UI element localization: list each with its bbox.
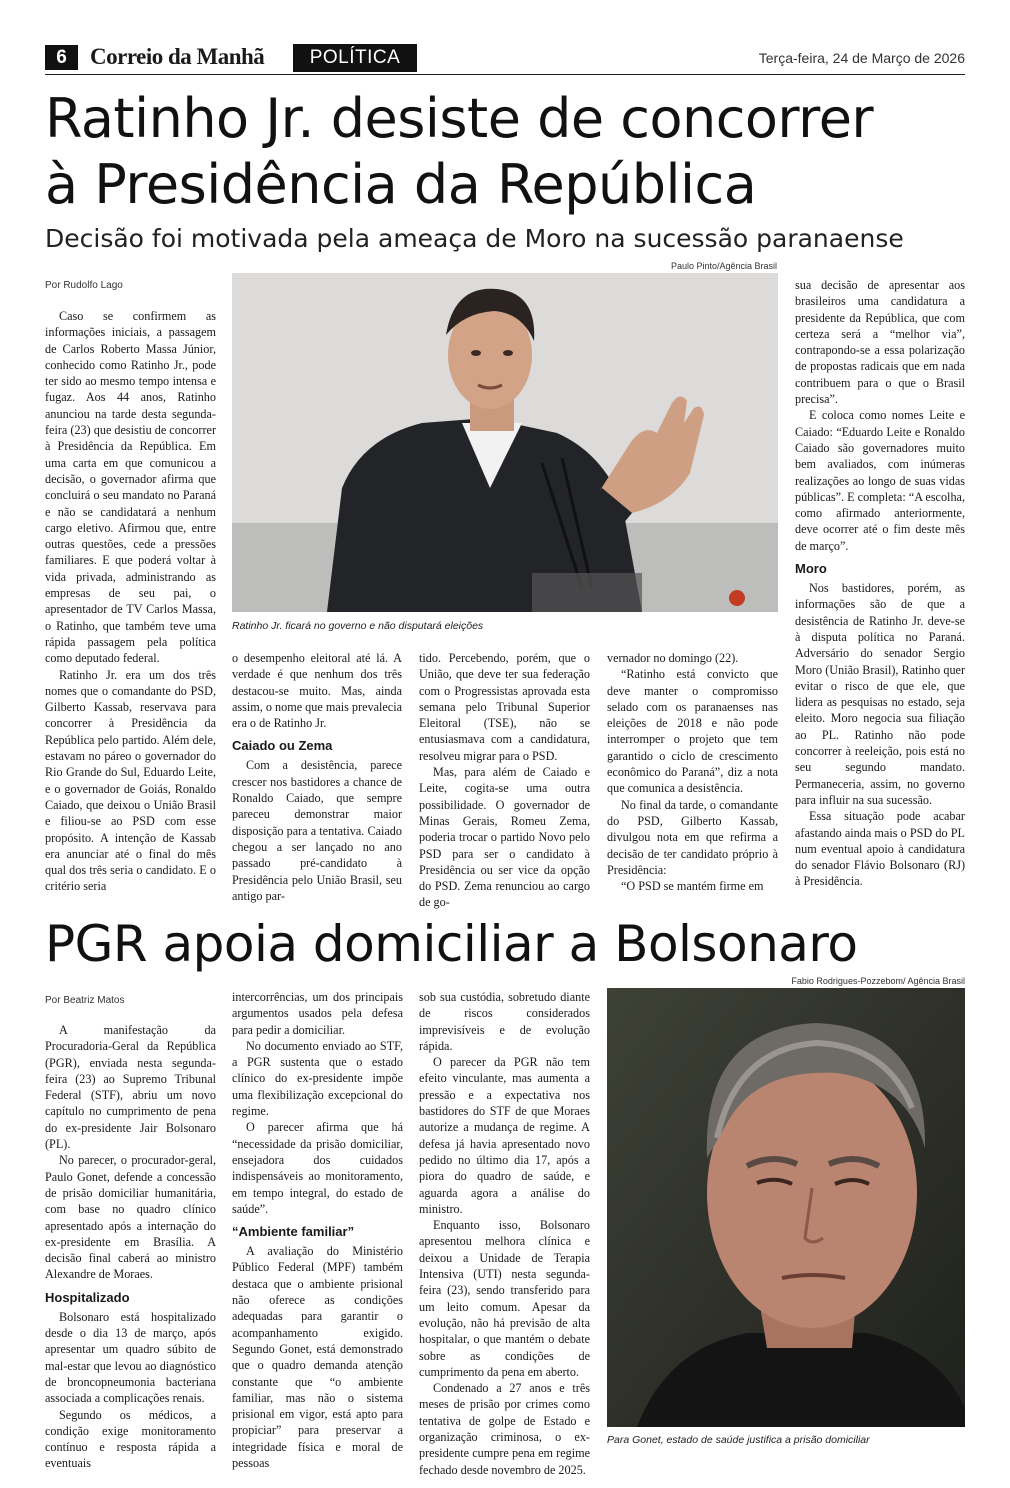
paragraph: Condenado a 27 anos e três meses de prisão por crimes como tentativa de golpe de Estado e organização criminosa, o ex-presidente cumpre pena em regime fechado desde novembro de 2025. bbox=[419, 1381, 590, 1477]
paragraph: sua decisão de apresentar aos brasileiros uma candidatura a presidente da República, que com certeza será a “melhor via”, contrapondo-se a essa polarização de propostas radicais que em nada contribuem para o que o Brasil precisa”. bbox=[795, 278, 965, 407]
article2-photo-caption: Para Gonet, estado de saúde justifica a prisão domiciliar bbox=[607, 1434, 870, 1446]
paragraph: sob sua custódia, sobretudo diante de riscos considerados imprevisíveis e de evolução rápida. bbox=[419, 990, 590, 1053]
paragraph: E coloca como nomes Leite e Caiado: “Eduardo Leite e Ronaldo Caiado são governadores muito bem avaliados, com inúmeras realizações ao longo de suas vidas públicas”. E completa: “A escolha, como afirmado anteriormente, deve ocorrer até o fim deste mês de março”. bbox=[795, 408, 965, 553]
article1-headline-line1: Ratinho Jr. desiste de concorrer bbox=[45, 87, 874, 150]
article1-photo-credit: Paulo Pinto/Agência Brasil bbox=[670, 261, 777, 271]
page-number: 6 bbox=[45, 45, 78, 70]
article1-subheadline: Decisão foi motivada pela ameaça de Moro na sucessão paranaense bbox=[45, 224, 904, 253]
article1-column-3 bbox=[419, 650, 590, 911]
paragraph: Nos bastidores, porém, as informações são de que a desistência de Ratinho Jr. deve-se à disputa política no Paraná. Adversário do senador Sergio Moro (União Brasil), Ratinho quer evitar o risco de que ele, que lidera as pesquisas no estado, seja eleito. Moro negocia sua filiação ao PL. Ratinho não pode concorrer à reeleição, pois está no seu segundo mandato. Permaneceria, assim, no governo para influir na sua sucessão. bbox=[795, 581, 965, 807]
section-label: POLÍTICA bbox=[293, 44, 417, 72]
paragraph: “O PSD se mantém firme em bbox=[621, 879, 764, 894]
article2-column-3 bbox=[419, 989, 590, 1478]
paragraph: Ratinho Jr. era um dos três nomes que o comandante do PSD, Gilberto Kassab, reservava para concorrer à Presidência da República pelo partido. Além dele, estavam no páreo o governador do Rio Grande do Sul, Eduardo Leite, e o governador de Goiás, Ronaldo Caiado, que deixou o União Brasil e filiou-se ao PSD com esse propósito. A intenção de Kassab era anunciar até o final do mês qual dos três seria o candidato. E o critério seria bbox=[45, 667, 216, 894]
paragraph: vernador no domingo (22). bbox=[607, 651, 739, 665]
article1-headline bbox=[45, 86, 975, 218]
paragraph: Enquanto isso, Bolsonaro apresentou melhora clínica e deixou a Unidade de Terapia Intensiva (UTI) nesta segunda-feira (23), sendo transferido para um leito comum. Apesar da evolução, não há previsão de alta hospitalar, o que mantém o debate sobre as condições de cumprimento da pena em aberto. bbox=[419, 1218, 590, 1379]
paragraph: Bolsonaro está hospitalizado desde o dia 13 de março, após apresentar um quadro súbito de mal-estar que levou ao diagnóstico de broncopneumonia bacteriana associada a complicações renais. bbox=[45, 1309, 216, 1406]
paragraph: No final da tarde, o comandante do PSD, Gilberto Kassab, divulgou nota em que refirma a decisão de ter candidato próprio à Presidência: bbox=[607, 797, 778, 877]
article1-photo-caption: Ratinho Jr. ficará no governo e não disputará eleições bbox=[232, 620, 484, 632]
paragraph: O parecer afirma que há “necessidade da prisão domiciliar, ensejadora dos cuidados indispensáveis ao monitoramento, em tempo integral, do estado de saúde”. bbox=[232, 1120, 403, 1216]
issue-date: Terça-feira, 24 de Março de 2026 bbox=[758, 50, 965, 66]
paragraph: A manifestação da Procuradoria-Geral da República (PGR), enviada nesta segunda-feira (23) ao Supremo Tribunal Federal (STF), abriu um novo capítulo no cumprimento de pena do ex-presidente Jair Bolsonaro (PL). bbox=[45, 1023, 216, 1152]
paragraph: “Ratinho está convicto que deve manter o compromisso selado com os paranaenses nas eleições de 2018 e não pode interromper o projeto que tem garantido o ciclo de crescimento econômico do Paraná”, diz a nota que comunica a desistência. bbox=[607, 667, 778, 796]
article2-byline: Por Beatriz Matos bbox=[45, 995, 125, 1006]
subheading-ambiente-familiar: “Ambiente familiar” bbox=[232, 1224, 355, 1240]
paragraph: Com a desistência, parece crescer nos bastidores a chance de Ronaldo Caiado, que sempre pareceu demonstrar maior disposição para a tentativa. Caiado chegou a ser lançado no ano passado pré-candidato à Presidência pelo União Brasil, seu antigo par- bbox=[232, 758, 402, 903]
article1-column-5 bbox=[795, 277, 965, 890]
article1-column-1 bbox=[45, 308, 216, 895]
portrait-illustration bbox=[607, 988, 965, 1427]
article1-column-2 bbox=[232, 650, 402, 904]
article2-column-2 bbox=[232, 989, 403, 1471]
paragraph: O parecer da PGR não tem efeito vinculante, mas aumenta a pressão e a expectativa nos bastidores do STF de que Moraes autorize a mudança de regime. A defesa já havia apresentado novo pedido no último dia 17, após a piora do quadro de saúde, e aguarda agora a análise do ministro. bbox=[419, 1055, 590, 1216]
subheading-caiado-ou-zema: Caiado ou Zema bbox=[232, 738, 333, 754]
newspaper-brand: Correio da Manhã bbox=[90, 44, 265, 69]
paragraph: Caso se confirmem as informações iniciais, a passagem de Carlos Roberto Massa Júnior, conhecido como Ratinho Jr., pode ter sido ao mesmo tempo intensa e fugaz. Aos 44 anos, Ratinho anunciou na tarde desta segunda-feira (23) que desistiu de concorrer à Presidência da República. Em uma carta em que comunicou a decisão, o governador afirma que concluirá o seu mandato no Paraná e não se candidatará a nenhum cargo eletivo. Afirmou que, entre outras questões, cede a pressões familiares. E que poderá voltar à vida privada, administrando as empresas de seu pai, o apresentador de TV Carlos Massa, o Ratinho, que também teve uma rápida passagem pela política como deputado federal. bbox=[45, 309, 216, 666]
article1-photo bbox=[232, 273, 778, 612]
paragraph: intercorrências, um dos principais argumentos usados pela defesa para pedir a domiciliar. bbox=[232, 990, 403, 1037]
paragraph: Essa situação pode acabar afastando ainda mais o PSD do PL num eventual apoio à candidatura do senador Flávio Bolsonaro (RJ) à Presidência. bbox=[795, 809, 965, 889]
subheading-moro: Moro bbox=[795, 561, 827, 577]
paragraph: Mas, para além de Caiado e Leite, cogita-se uma outra possibilidade. O governador de Minas Gerais, Romeu Zema, poderia trocar o partido Novo pelo PSD para ser o candidato à Presidência ou ser vice da opção do PSD. Zema renunciou ao cargo de go- bbox=[419, 765, 590, 910]
header-rule bbox=[45, 74, 965, 75]
article1-headline-line2: à Presidência da República bbox=[45, 153, 757, 216]
paragraph: o desempenho eleitoral até lá. A verdade é que nenhum dos três destacou-se muito. Mas, ainda assim, o nome que mais prevalecia era o de Ratinho Jr. bbox=[232, 651, 402, 731]
article2-column-1 bbox=[45, 1022, 216, 1472]
speaker-illustration bbox=[232, 273, 778, 612]
article1-byline: Por Rudolfo Lago bbox=[45, 280, 123, 291]
paragraph: Segundo os médicos, a condição exige monitoramento contínuo e resposta rápida a eventuais bbox=[45, 1407, 216, 1471]
paragraph: A avaliação do Ministério Público Federal (MPF) também destaca que o ambiente prisional não oferece as condições adequadas para garantir o acompanhamento exigido. Segundo Gonet, está demonstrado que o quadro demanda atenção constante que “o ambiente familiar, mas não o sistema prisional em vigor, está apto para propiciar” para preservar a integridade física e moral de pessoas bbox=[232, 1244, 403, 1471]
article2-headline: PGR apoia domiciliar a Bolsonaro bbox=[45, 915, 858, 973]
paragraph: tido. Percebendo, porém, que o União, que deve ter sua federação com o Progressistas aprovada esta semana pelo Tribunal Superior Eleitoral (TSE), não se entusiasmava com a candidatura, resolveu migrar para o PSD. bbox=[419, 651, 590, 763]
article1-column-4 bbox=[607, 650, 778, 894]
paragraph: No parecer, o procurador-geral, Paulo Gonet, defende a concessão de prisão domiciliar humanitária, com base no quadro clínico apresentado após a internação do ex-presidente em Brasília. A decisão final caberá ao ministro Alexandre de Moraes. bbox=[45, 1153, 216, 1282]
article2-photo bbox=[607, 988, 965, 1427]
article2-photo-credit: Fabio Rodrigues-Pozzebom/ Agência Brasil bbox=[791, 976, 965, 986]
subheading-hospitalizado: Hospitalizado bbox=[45, 1289, 130, 1305]
paragraph: No documento enviado ao STF, a PGR sustenta que o estado clínico do ex-presidente impõe uma flexibilização excepcional do regime. bbox=[232, 1038, 403, 1119]
